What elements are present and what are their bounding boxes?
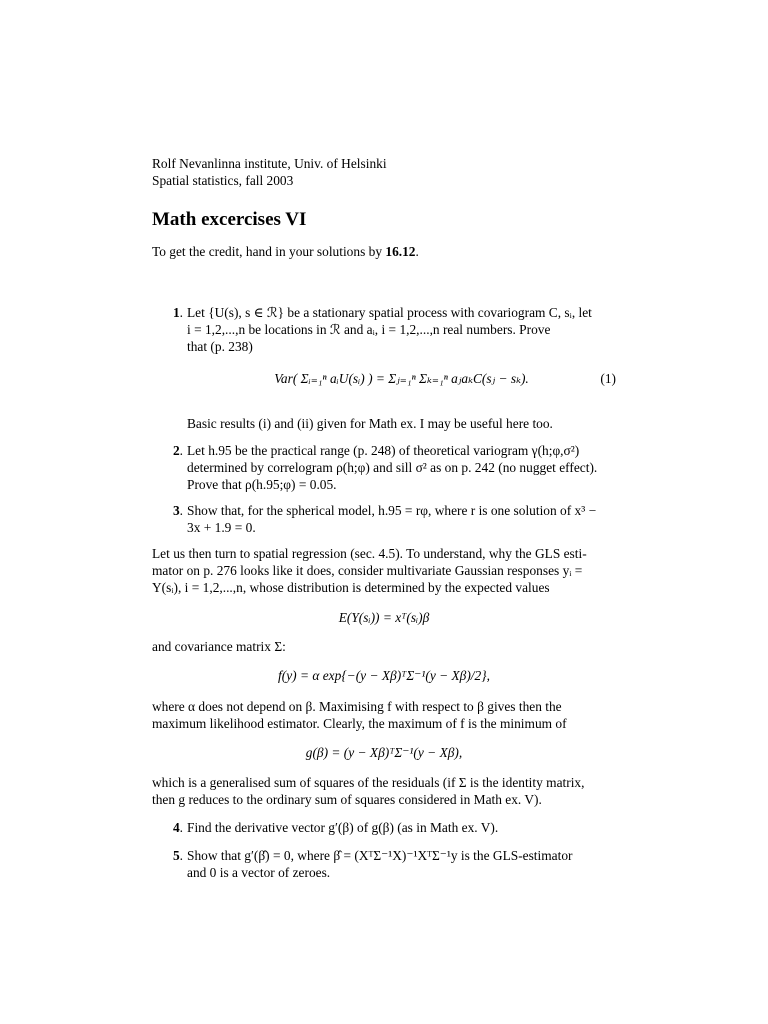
exercise-2-line1: Let h.95 be the practical range (p. 248) of theoretical variogram γ(h;φ,σ²) xyxy=(187,443,580,458)
exercise-1-note: Basic results (i) and (ii) given for Math ex. I may be useful here too. xyxy=(187,416,553,431)
likelihood-paragraph-line2: maximum likelihood estimator. Clearly, the maximum of f is the minimum of xyxy=(152,716,567,731)
exercise-3-line1: Show that, for the spherical model, h.95 = rφ, where r is one solution of x³ − xyxy=(187,503,597,518)
exercise-number: 3 . xyxy=(152,502,183,519)
regression-paragraph-line1: Let us then turn to spatial regression (sec. 4.5). To understand, why the GLS esti- xyxy=(152,546,587,561)
intro-paragraph xyxy=(152,243,616,260)
regression-paragraph-line2: mator on p. 276 looks like it does, consider multivariate Gaussian responses yᵢ = xyxy=(152,563,583,578)
exercise-2-line3: Prove that ρ(h.95;φ) = 0.05. xyxy=(187,477,337,492)
density-equation: f(y) = α exp{−(y − Xβ)ᵀΣ⁻¹(y − Xβ)/2}, xyxy=(278,668,490,683)
regression-paragraph-line3: Y(sᵢ), i = 1,2,...,n, whose distribution is determined by the expected values xyxy=(152,580,550,595)
exercise-3-line2: 3x + 1.9 = 0. xyxy=(187,520,256,535)
covariance-text: and covariance matrix Σ: xyxy=(152,639,286,654)
g-equation: g(β) = (y − Xβ)ᵀΣ⁻¹(y − Xβ), xyxy=(305,745,463,760)
equation-number: (1) xyxy=(600,371,616,386)
exercise-4-line1: Find the derivative vector g′(β) of g(β) (as in Math ex. V). xyxy=(187,820,499,835)
exercise-2-line2: determined by correlogram ρ(h;φ) and sill σ² as on p. 242 (no nugget effect). xyxy=(187,460,598,475)
exercise-number: 1 . xyxy=(152,304,183,321)
likelihood-paragraph-line1: where α does not depend on β. Maximising f with respect to β gives then the xyxy=(152,699,562,714)
exercise-number: 4 . xyxy=(152,819,183,836)
page-title: Math excercises VI xyxy=(152,209,307,230)
intro-text: To get the credit, hand in your solutions by xyxy=(152,244,386,259)
expected-value-equation: E(Y(sᵢ)) = xᵀ(sᵢ)β xyxy=(338,610,430,625)
exercise-1-equation: Var( Σᵢ₌₁ⁿ aᵢU(sᵢ) ) = Σⱼ₌₁ⁿ Σₖ₌₁ⁿ aⱼaₖC(sⱼ − sₖ). xyxy=(274,371,529,386)
intro-deadline: 16.12 xyxy=(385,244,416,259)
exercise-number: 2 . xyxy=(152,442,183,459)
exercise-5-line2: and 0 is a vector of zeroes. xyxy=(187,865,331,880)
exercise-number: 5 . xyxy=(152,847,183,864)
header-course: Spatial statistics, fall 2003 xyxy=(152,173,294,188)
exercise-1-line3: that (p. 238) xyxy=(187,339,253,354)
exercise-5-line1: Show that g′(β̂) = 0, where β̂ = (XᵀΣ⁻¹X)⁻¹XᵀΣ⁻¹y is the GLS-estimator xyxy=(187,848,573,863)
header xyxy=(152,155,387,189)
exercise-1-line1: Let {U(s), s ∈ ℛ} be a stationary spatial process with covariogram C, sᵢ, let xyxy=(187,305,592,320)
residuals-paragraph-line2: then g reduces to the ordinary sum of squares considered in Math ex. V). xyxy=(152,792,542,807)
residuals-paragraph-line1: which is a generalised sum of squares of the residuals (if Σ is the identity matrix, xyxy=(152,775,585,790)
intro-end: . xyxy=(415,244,419,259)
exercise-1-line2: i = 1,2,...,n be locations in ℛ and aᵢ, i = 1,2,...,n real numbers. Prove xyxy=(187,322,551,337)
header-institute: Rolf Nevanlinna institute, Univ. of Helsinki xyxy=(152,156,387,171)
document-page xyxy=(152,0,616,1024)
